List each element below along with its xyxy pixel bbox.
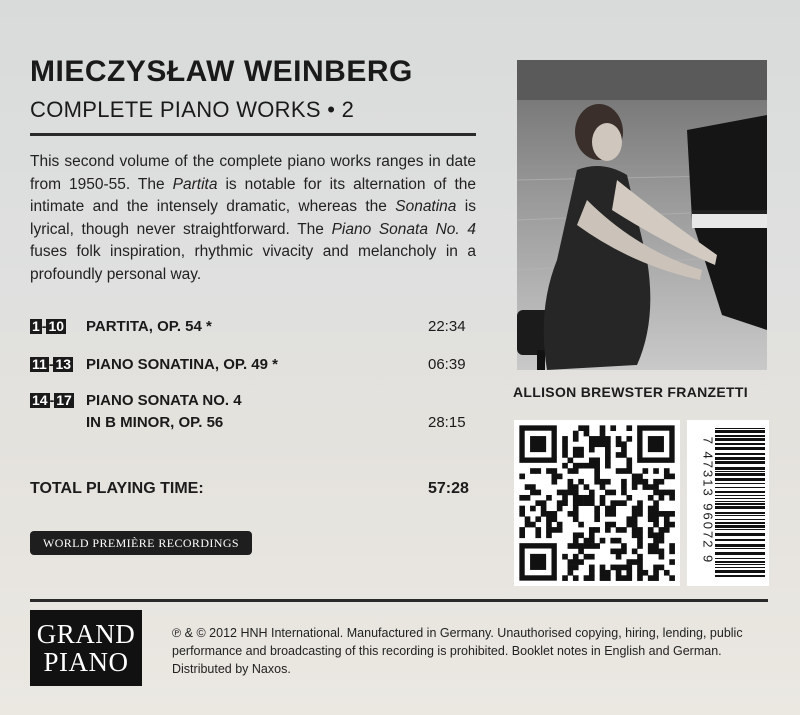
track-title: PIANO SONATINA, OP. 49 * [86,356,278,373]
desc-text: fuses folk inspiration, rhythmic vivacity and melancholy in a profoundly personal way. [30,243,476,283]
composer-name: MIECZYSŁAW WEINBERG [30,55,413,88]
track-row-continued [30,414,476,431]
total-time-label: TOTAL PLAYING TIME: [30,480,204,497]
track-title: IN B MINOR, OP. 56 [86,414,224,431]
logo-line: GRAND [36,619,136,649]
track-duration: 28:15 [428,414,466,431]
track-row [30,356,476,373]
track-number: 11 - 13 [32,356,72,372]
qr-code-icon [514,420,680,586]
desc-text: is lyrical, though never straightforward. The [30,198,476,238]
album-subtitle: COMPLETE PIANO WORKS • 2 [30,97,355,122]
barcode-digits: 7 47313 96072 9 [700,436,716,565]
pianist-photo [517,60,767,370]
track-row [30,392,476,409]
desc-text: This second volume of the complete piano works ranges in date from 1950-55. The [30,153,476,193]
desc-italic: Sonatina [395,198,457,215]
divider [30,599,768,602]
barcode-icon [687,420,769,586]
copyright-notice: ℗ & © 2012 HNH International. Manufactured in Germany. Unauthorised copying, hiring, lending, public performance and broadcasting of this recording is prohibited. Booklet notes in English and German. Distributed by Naxos. [172,626,743,676]
track-number: 14 - 17 [32,392,72,408]
desc-italic: Piano Sonata No. 4 [331,220,476,238]
desc-italic: Partita [172,175,218,193]
logo-line: PIANO [43,647,129,677]
track-row [30,318,476,335]
album-description [30,151,476,286]
premiere-badge: WORLD PREMIÈRE RECORDINGS [30,531,252,555]
grand-piano-logo [30,610,142,686]
pianist-name: ALLISON BREWSTER FRANZETTI [513,384,748,400]
divider [30,133,476,136]
total-time-value: 57:28 [428,480,469,497]
track-duration: 22:34 [428,318,466,335]
track-duration: 06:39 [428,356,466,373]
track-title: PARTITA, OP. 54 * [86,318,212,335]
track-title: PIANO SONATA NO. 4 [86,392,242,409]
desc-text: is notable for its alternation of the intimate and the intensely dramatic, whereas the [30,175,476,215]
track-number: 1 - 10 [32,318,65,334]
